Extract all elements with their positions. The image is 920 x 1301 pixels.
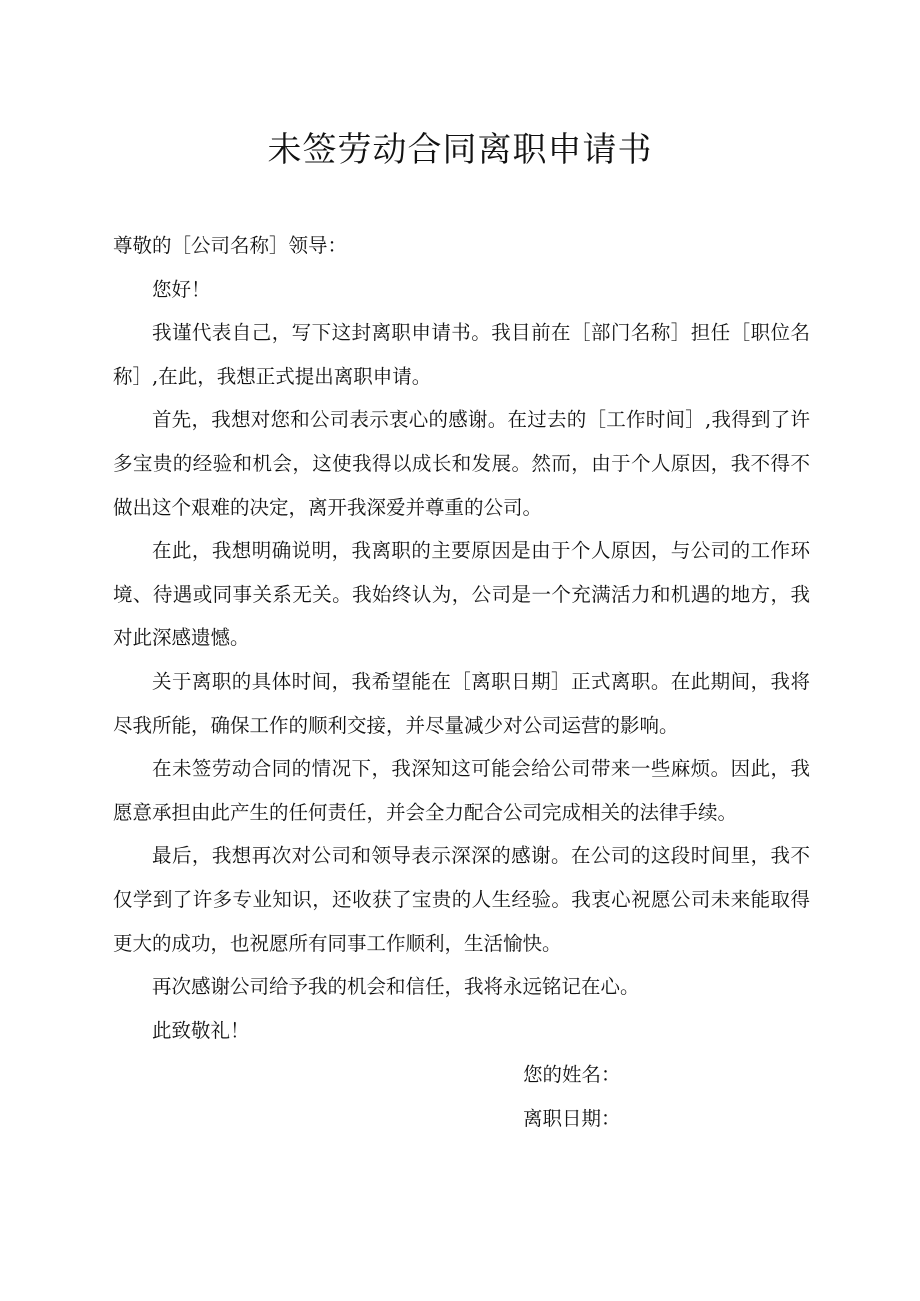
document-title: 未签劳动合同离职申请书 <box>267 130 653 170</box>
paragraph-gratitude: 再次感谢公司给予我的机会和信任，我将永远铭记在心。 <box>152 975 640 999</box>
closing: 此致敬礼！ <box>152 1018 250 1042</box>
letter-body <box>113 224 810 1052</box>
paragraph-responsibility: 在未签劳动合同的情况下，我深知这可能会给公司带来一些麻烦。因此，我愿意承担由此产生的任何责任，并会全力配合公司完成相关的法律手续。 <box>113 757 810 824</box>
greeting: 您好！ <box>152 277 211 301</box>
paragraph-final-thanks: 最后，我想再次对公司和领导表示深深的感谢。在公司的这段时间里，我不仅学到了许多专业知识，还收获了宝贵的人生经验。我衷心祝愿公司未来能取得更大的成功，也祝愿所有同事工作顺利，生活愉快。 <box>113 844 810 955</box>
paragraph-thanks: 首先，我想对您和公司表示衷心的感谢。在过去的［工作时间］,我得到了许多宝贵的经验和机会，这使我得以成长和发展。然而，由于个人原因，我不得不做出这个艰难的决定，离开我深爱并尊重的公司。 <box>113 408 810 519</box>
paragraph-reason: 在此，我想明确说明，我离职的主要原因是由于个人原因，与公司的工作环境、待遇或同事关系无关。我始终认为，公司是一个充满活力和机遇的地方，我对此深感遗憾。 <box>113 539 810 650</box>
paragraph-timing: 关于离职的具体时间，我希望能在［离职日期］正式离职。在此期间，我将尽我所能，确保工作的顺利交接，并尽量减少对公司运营的影响。 <box>113 669 810 737</box>
signature-date-label: 离职日期： <box>523 1106 621 1130</box>
signature-block <box>523 1053 621 1140</box>
signature-name-label: 您的姓名： <box>523 1063 621 1086</box>
paragraph-intro: 我谨代表自己，写下这封离职申请书。我目前在［部门名称］担任［职位名称］,在此，我想正式提出离职申请。 <box>113 321 810 388</box>
salutation: 尊敬的［公司名称］领导： <box>113 234 348 257</box>
